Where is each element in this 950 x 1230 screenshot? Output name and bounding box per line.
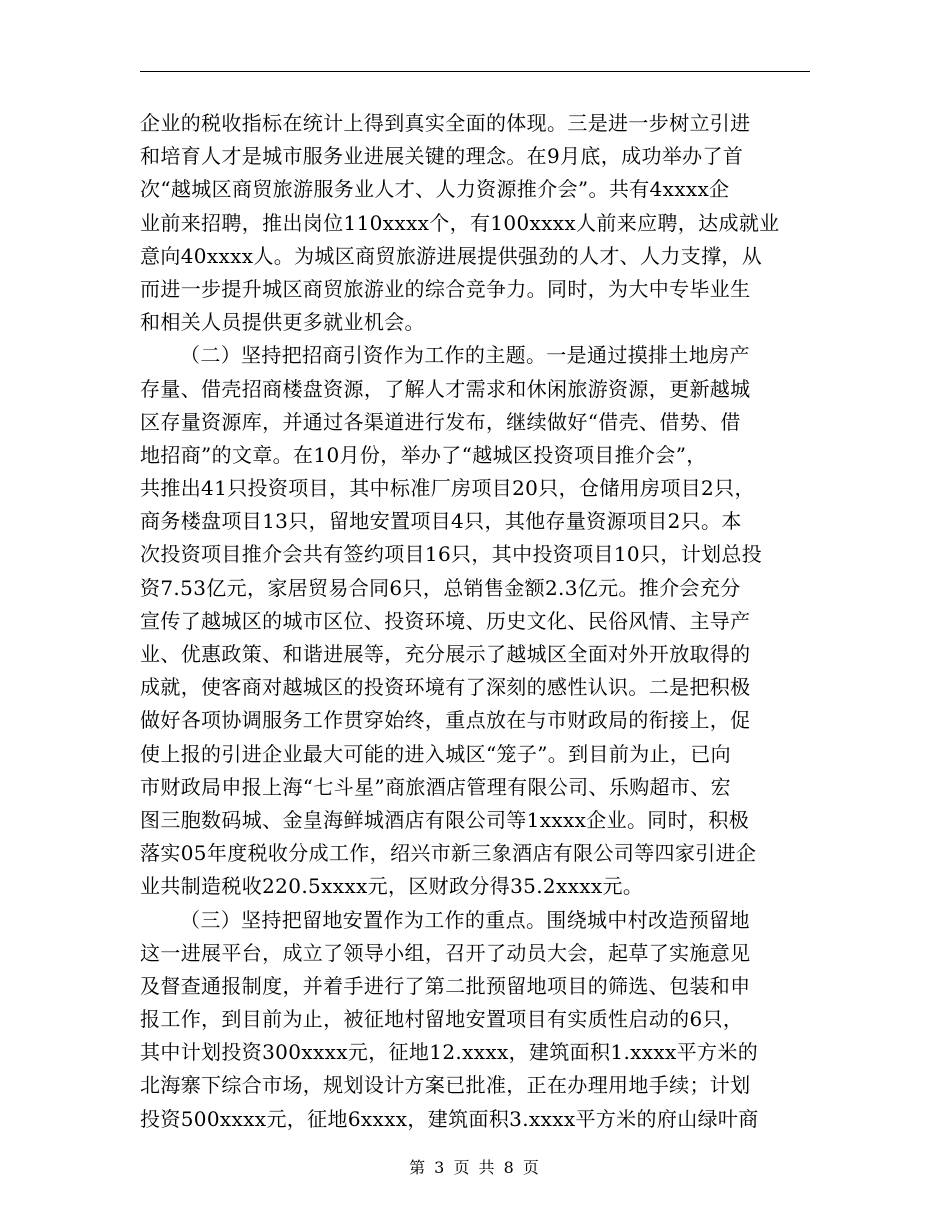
text-line: （二）坚持把招商引资作为工作的主题。一是通过摸排土地房产 — [180, 343, 750, 368]
text-line: 和培育人才是城市服务业进展关键的理念。在9月底，成功举办了首 — [140, 144, 744, 169]
text-line: 成就，使客商对越城区的投资环境有了深刻的感性认识。二是把积极 — [140, 675, 751, 700]
text-line: 地招商”的文章。在10月份，举办了“越城区投资项目推介会”， — [140, 442, 707, 467]
text-line: 投资500xxxx元，征地6xxxx，建筑面积3.xxxx平方米的府山绿叶商 — [140, 1106, 759, 1131]
text-line: 使上报的引进企业最大可能的进入城区“笼子”。到目前为止，已向 — [140, 741, 731, 766]
text-line: 企业的税收指标在统计上得到真实全面的体现。三是进一步树立引进 — [140, 111, 751, 135]
text-line: 商务楼盘项目13只，留地安置项目4只，其他存量资源项目2只。本 — [140, 509, 742, 534]
text-line: 次“越城区商贸旅游服务业人才、人力资源推介会”。共有4xxxx企 — [140, 177, 730, 202]
text-line: 做好各项协调服务工作贯穿始终，重点放在与市财政局的衔接上，促 — [140, 708, 751, 733]
text-line: 及督查通报制度，并着手进行了第二批预留地项目的筛选、包装和申 — [140, 973, 751, 998]
page-footer: 第 3 页 共 8 页 — [409, 1158, 541, 1177]
text-line: 存量、借壳招商楼盘资源，了解人才需求和休闲旅游资源，更新越城 — [140, 376, 751, 401]
text-line: 报工作，到目前为止，被征地村留地安置项目有实质性启动的6只， — [140, 1007, 744, 1032]
text-line: 其中计划投资300xxxx元，征地12.xxxx，建筑面积1.xxxx平方米的 — [140, 1040, 759, 1065]
text-line: 次投资项目推介会共有签约项目16只，其中投资项目10只，计划总投 — [140, 542, 763, 567]
text-line: 北海寨下综合市场，规划设计方案已批准，正在办理用地手续；计划 — [140, 1073, 751, 1098]
text-line: 和相关人员提供更多就业机会。 — [140, 310, 425, 335]
text-line: 资7.53亿元，家居贸易合同6只，总销售金额2.3亿元。推介会充分 — [140, 575, 741, 600]
text-line: 宣传了越城区的城市区位、投资环境、历史文化、民俗风情、主导产 — [140, 608, 751, 633]
text-line: 业前来招聘，推出岗位110xxxx个，有100xxxx人前来应聘，达成就业 — [140, 210, 780, 235]
text-line: 图三胞数码城、金皇海鲜城酒店有限公司等1xxxx企业。同时，积极 — [140, 807, 750, 832]
text-line: （三）坚持把留地安置作为工作的重点。围绕城中村改造预留地 — [180, 907, 750, 932]
text-line: 而进一步提升城区商贸旅游业的综合竞争力。同时，为大中专毕业生 — [140, 276, 751, 301]
text-line: 落实05年度税收分成工作，绍兴市新三象酒店有限公司等四家引进企 — [140, 841, 757, 866]
text-line: 市财政局申报上海“七斗星”商旅酒店管理有限公司、乐购超市、宏 — [140, 774, 731, 799]
text-line: 业共制造税收220.5xxxx元，区财政分得35.2xxxx元。 — [140, 874, 644, 899]
text-line: 区存量资源库，并通过各渠道进行发布，继续做好“借壳、借势、借 — [140, 409, 741, 434]
text-line: 业、优惠政策、和谐进展等，充分展示了越城区全面对外开放取得的 — [140, 642, 751, 666]
body-text — [140, 107, 810, 1136]
text-line: 意向40xxxx人。为城区商贸旅游进展提供强劲的人才、人力支撑，从 — [140, 243, 763, 268]
text-line: 这一进展平台，成立了领导小组，召开了动员大会，起草了实施意见 — [140, 940, 751, 965]
header-rule — [140, 71, 810, 72]
text-line: 共推出41只投资项目，其中标准厂房项目20只，仓储用房项目2只， — [140, 476, 755, 501]
